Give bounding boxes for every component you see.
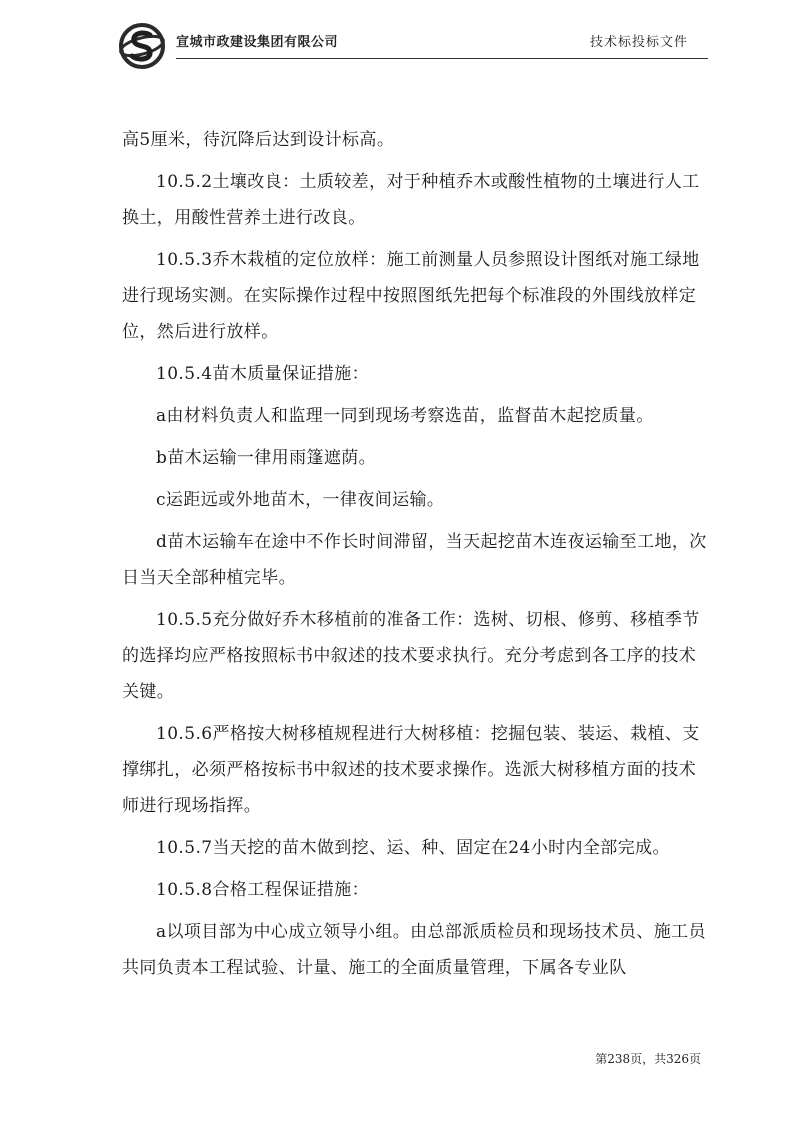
page-number: 第238页，共326页 [595, 1052, 701, 1066]
paragraph-10-5-3: 10.5.3乔木栽植的定位放样：施工前测量人员参照设计图纸对施工绿地进行现场实测。在实际操作过程中按照图纸先把每个标准段的外围线放样定位，然后进行放样。 [122, 250, 700, 342]
list-item-d: d苗木运输车在途中不作长时间滞留，当天起挖苗木连夜运输至工地，次日当天全部种植完毕。 [122, 532, 707, 588]
paragraph-continuation: 高5厘米，待沉降后达到设计标高。 [122, 130, 395, 150]
paragraph-10-5-7: 10.5.7当天挖的苗木做到挖、运、种、固定在24小时内全部完成。 [156, 838, 670, 858]
page-header [118, 22, 708, 74]
list-item-b: b苗木运输一律用雨篷遮荫。 [156, 448, 377, 468]
list-item-c: c运距远或外地苗木，一律夜间运输。 [156, 490, 445, 510]
list-item-a-2: a以项目部为中心成立领导小组。由总部派质检员和现场技术员、施工员共同负责本工程试验、计量、施工的全面质量管理，下属各专业队 [122, 922, 706, 978]
document-type: 技术标投标文件 [589, 35, 688, 50]
document-body [122, 122, 710, 986]
paragraph-10-5-8: 10.5.8合格工程保证措施： [156, 880, 370, 900]
paragraph-10-5-2: 10.5.2土壤改良：土质较差，对于种植乔木或酸性植物的土壤进行人工换土，用酸性营养土进行改良。 [122, 172, 700, 228]
paragraph-10-5-4: 10.5.4苗木质量保证措施： [156, 364, 370, 384]
list-item-a: a由材料负责人和监理一同到现场考察选苗，监督苗木起挖质量。 [156, 406, 654, 426]
company-name: 宣城市政建设集团有限公司 [176, 35, 339, 50]
paragraph-10-5-5: 10.5.5充分做好乔木移植前的准备工作：选树、切根、修剪、移植季节的选择均应严格按照标书中叙述的技术要求执行。充分考虑到各工序的技术关键。 [122, 610, 700, 702]
header-divider [176, 58, 708, 59]
company-s-logo-icon [118, 22, 166, 70]
paragraph-10-5-6: 10.5.6严格按大树移植规程进行大树移植：挖掘包装、装运、栽植、支撑绑扎，必须严格按标书中叙述的技术要求操作。选派大树移植方面的技术师进行现场指挥。 [122, 724, 700, 816]
